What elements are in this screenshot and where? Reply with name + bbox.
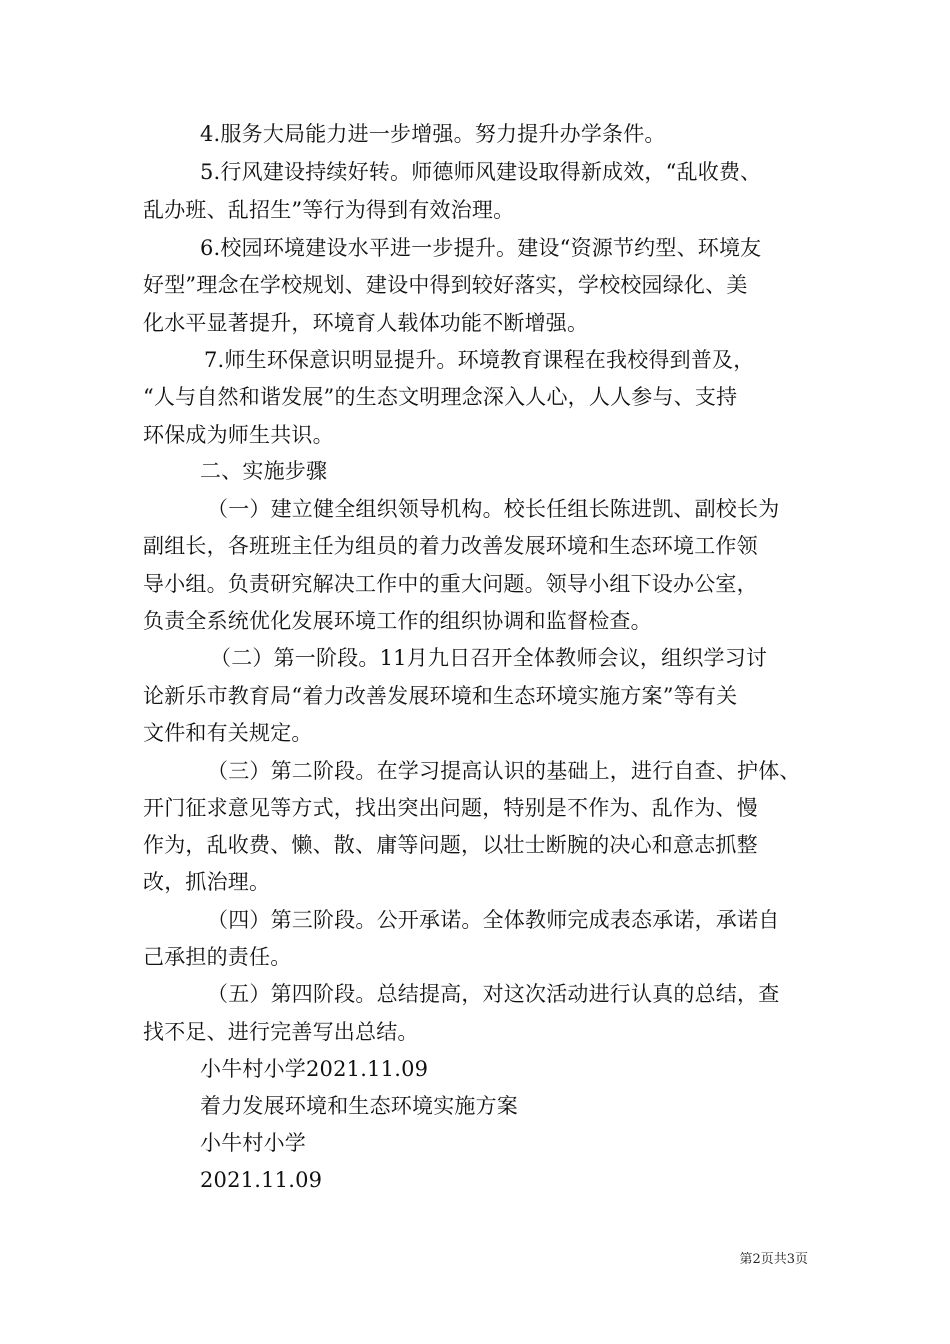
signature-school: 小牛村小学 [200,1131,306,1155]
text-line: （二）第一阶段。11月九日召开全体教师会议，组织学习讨 [210,646,768,670]
text-line: 改，抓治理。 [143,870,271,894]
text-line: 化水平显著提升，环境育人载体功能不断增强。 [143,311,589,335]
text-line: （四）第三阶段。公开承诺。全体教师完成表态承诺，承诺自 [207,908,780,932]
text-line: 5.行风建设持续好转。师德师风建设取得新成效，“乱收费、 [200,160,762,184]
text-line: （三）第二阶段。在学习提高认识的基础上，进行自查、护体、 [207,759,801,783]
text-line: 开门征求意见等方式，找出突出问题，特别是不作为、乱作为、慢 [143,796,758,820]
text-line: （一）建立健全组织领导机构。校长任组长陈进凯、副校长为 [207,497,780,521]
text-line: 4.服务大局能力进一步增强。努力提升办学条件。 [200,122,666,146]
signature-school-date: 小牛村小学2021.11.09 [200,1057,429,1081]
text-line: 论新乐市教育局“着力改善发展环境和生态环境实施方案”等有关 [143,684,738,708]
text-line: 副组长，各班班主任为组员的着力改善发展环境和生态环境工作领 [143,534,758,558]
signature-date: 2021.11.09 [200,1168,323,1192]
text-line: 6.校园环境建设水平进一步提升。建设“资源节约型、环境友 [200,236,762,260]
text-line: “人与自然和谐发展”的生态文明理念深入人心，人人参与、支持 [143,385,738,409]
text-line: 导小组。负责研究解决工作中的重大问题。领导小组下设办公室， [143,572,758,596]
text-line: 找不足、进行完善写出总结。 [143,1020,419,1044]
page-number: 第2页共3页 [739,1252,808,1267]
text-line: 己承担的责任。 [143,945,292,969]
section-heading: 二、实施步骤 [200,459,328,483]
text-line: 环保成为师生共识。 [143,423,334,447]
text-line: 作为，乱收费、懒、散、庸等问题，以壮士断腕的决心和意志抓整 [143,833,758,857]
document-title: 着力发展环境和生态环境实施方案 [200,1094,518,1118]
text-line: 文件和有关规定。 [143,721,313,745]
text-line: 乱办班、乱招生”等行为得到有效治理。 [143,198,515,222]
text-line: 7.师生环保意识明显提升。环境教育课程在我校得到普及， [204,348,755,372]
text-line: 好型”理念在学校规划、建设中得到较好落实，学校校园绿化、美 [143,273,748,297]
text-line: （五）第四阶段。总结提高，对这次活动进行认真的总结，查 [207,982,780,1006]
text-line: 负责全系统优化发展环境工作的组织协调和监督检查。 [143,609,652,633]
